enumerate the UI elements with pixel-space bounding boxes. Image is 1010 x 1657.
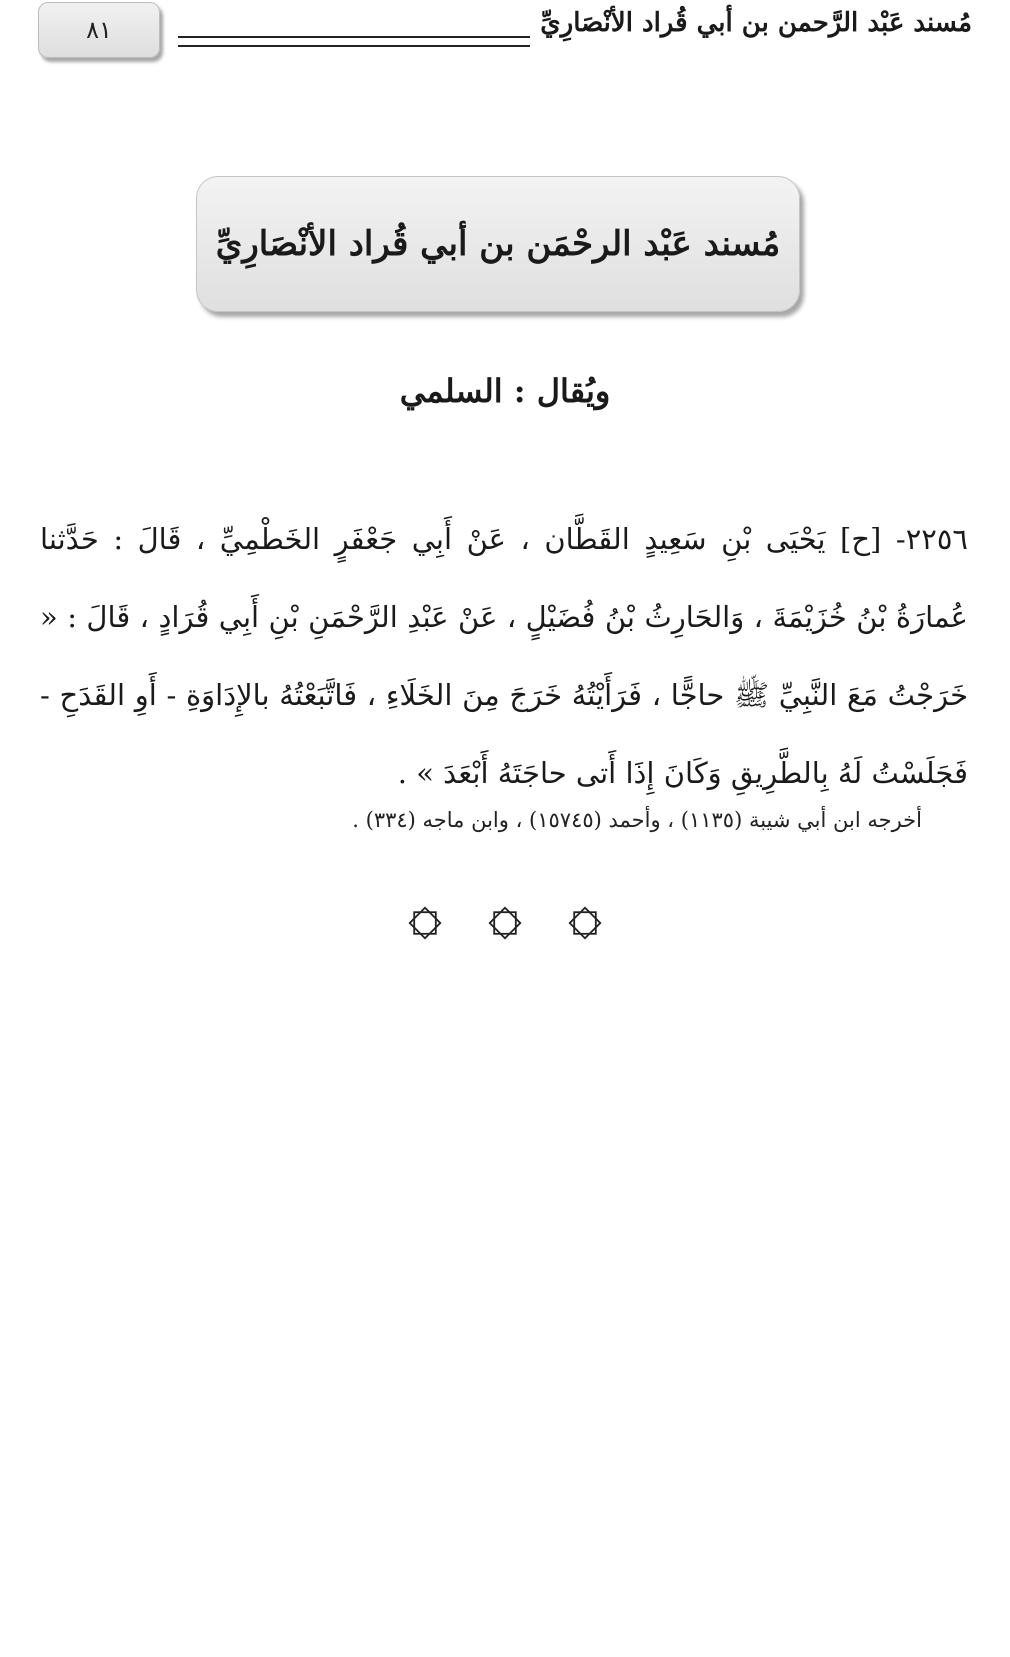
page-number-tab	[38, 2, 160, 58]
chapter-subtitle: ويُقال : السلمي	[399, 372, 611, 410]
page-header	[0, 0, 1010, 70]
running-title: مُسند عَبْد الرَّحمن بن أبي قُراد الأنْصَارِيِّ	[540, 8, 972, 38]
eight-point-star-icon	[567, 905, 603, 941]
chapter-title: مُسند عَبْد الرحْمَن بن أبي قُراد الأنْصَارِيِّ	[215, 224, 781, 264]
eight-point-star-icon	[487, 905, 523, 941]
hadith-text: ٢٢٥٦- [ح] يَحْيَى بْنِ سَعِيدٍ القَطَّان ، عَنْ أَبِي جَعْفَرٍ الخَطْمِيِّ ، قَالَ : حَدَّثنا عُمارَةُ بْنُ خُزَيْمَةَ ، وَالحَارِثُ بْنُ فُضَيْلٍ ، عَنْ عَبْدِ الرَّحْمَنِ بْنِ أَبِي قُرَادٍ ، قَالَ : « خَرَجْتُ مَعَ النَّبِيِّ ﷺ حاجًّا ، فَرَأَيْتُهُ خَرَجَ مِنَ الخَلَاءِ ، فَاتَّبَعْتُهُ بالإِدَاوَةِ - أَوِ القَدَحِ - فَجَلَسْتُ لَهُ بِالطَّرِيقِ وَكَانَ إِذَا أَتى حاجَتَهُ أَبْعَدَ » .	[40, 522, 968, 790]
chapter-title-box	[196, 176, 800, 312]
header-rule	[178, 36, 530, 47]
eight-point-star-icon	[407, 905, 443, 941]
section-ornaments	[0, 905, 1010, 941]
hadith-footnote: أخرجه ابن أبي شيبة (١١٣٥) ، وأحمد (١٥٧٤٥) ، وابن ماجه (٣٣٤) .	[352, 808, 922, 832]
page-number: ٨١	[86, 16, 112, 44]
